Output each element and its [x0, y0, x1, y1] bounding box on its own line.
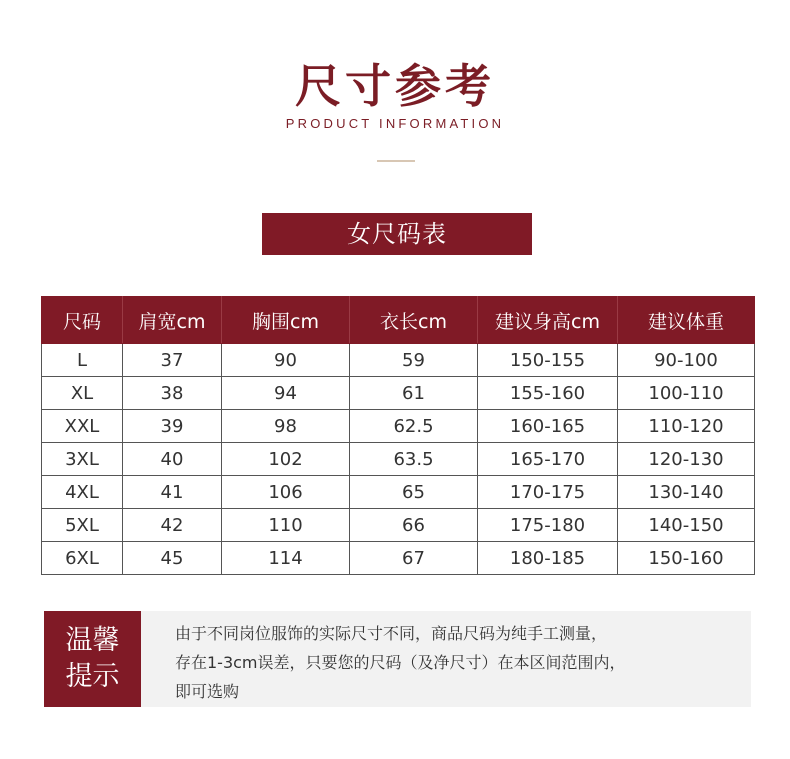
table-cell: 90 [222, 344, 350, 377]
column-header-size: 尺码 [42, 297, 123, 344]
size-table [41, 296, 755, 575]
table-cell: XXL [42, 410, 123, 443]
column-header-shoulder: 肩宽cm [123, 297, 222, 344]
table-cell: 45 [123, 542, 222, 575]
table-cell: 130-140 [618, 476, 755, 509]
table-cell: 94 [222, 377, 350, 410]
table-cell: 98 [222, 410, 350, 443]
table-row [42, 344, 755, 377]
table-cell: 42 [123, 509, 222, 542]
tip-label [44, 611, 141, 707]
table-cell: 67 [350, 542, 478, 575]
table-cell: 155-160 [478, 377, 618, 410]
table-cell: 61 [350, 377, 478, 410]
table-row [42, 509, 755, 542]
table-cell: 63.5 [350, 443, 478, 476]
table-cell: 3XL [42, 443, 123, 476]
tip-text-line: 即可选购 [175, 682, 240, 701]
table-cell: 140-150 [618, 509, 755, 542]
tip-label-line: 提示 [65, 661, 120, 692]
table-header-row [42, 297, 755, 344]
table-cell: 37 [123, 344, 222, 377]
table-cell: 165-170 [478, 443, 618, 476]
table-cell: 6XL [42, 542, 123, 575]
tip-label-line: 温馨 [65, 625, 120, 656]
table-row [42, 377, 755, 410]
table-cell: 66 [350, 509, 478, 542]
table-cell: 100-110 [618, 377, 755, 410]
table-cell: 150-155 [478, 344, 618, 377]
table-cell: 160-165 [478, 410, 618, 443]
table-row [42, 410, 755, 443]
table-cell: 180-185 [478, 542, 618, 575]
table-cell: 62.5 [350, 410, 478, 443]
table-row [42, 443, 755, 476]
table-cell: 110-120 [618, 410, 755, 443]
table-cell: 102 [222, 443, 350, 476]
tip-text-box [141, 611, 751, 707]
table-cell: 170-175 [478, 476, 618, 509]
table-cell: XL [42, 377, 123, 410]
table-row [42, 542, 755, 575]
table-cell: 110 [222, 509, 350, 542]
page-subtitle: PRODUCT INFORMATION [285, 116, 505, 131]
column-header-length: 衣长cm [350, 297, 478, 344]
table-cell: 175-180 [478, 509, 618, 542]
table-cell: 59 [350, 344, 478, 377]
table-cell: 4XL [42, 476, 123, 509]
table-cell: 114 [222, 542, 350, 575]
table-cell: 65 [350, 476, 478, 509]
table-cell: 106 [222, 476, 350, 509]
page-title: 尺寸参考 [295, 59, 495, 113]
table-cell: 5XL [42, 509, 123, 542]
tip-text-line: 由于不同岗位服饰的实际尺寸不同，商品尺码为纯手工测量， [175, 624, 608, 643]
column-header-weight: 建议体重 [618, 297, 755, 344]
table-cell: 39 [123, 410, 222, 443]
table-row [42, 476, 755, 509]
table-cell: 120-130 [618, 443, 755, 476]
table-cell: 150-160 [618, 542, 755, 575]
size-chart-banner: 女尺码表 [262, 213, 532, 255]
table-cell: 41 [123, 476, 222, 509]
table-cell: 90-100 [618, 344, 755, 377]
table-cell: L [42, 344, 123, 377]
table-cell: 38 [123, 377, 222, 410]
column-header-bust: 胸围cm [222, 297, 350, 344]
tip-text-line: 存在1-3cm误差，只要您的尺码（及净尺寸）在本区间范围内， [175, 653, 626, 672]
column-header-height: 建议身高cm [478, 297, 618, 344]
title-divider [377, 160, 415, 162]
table-cell: 40 [123, 443, 222, 476]
